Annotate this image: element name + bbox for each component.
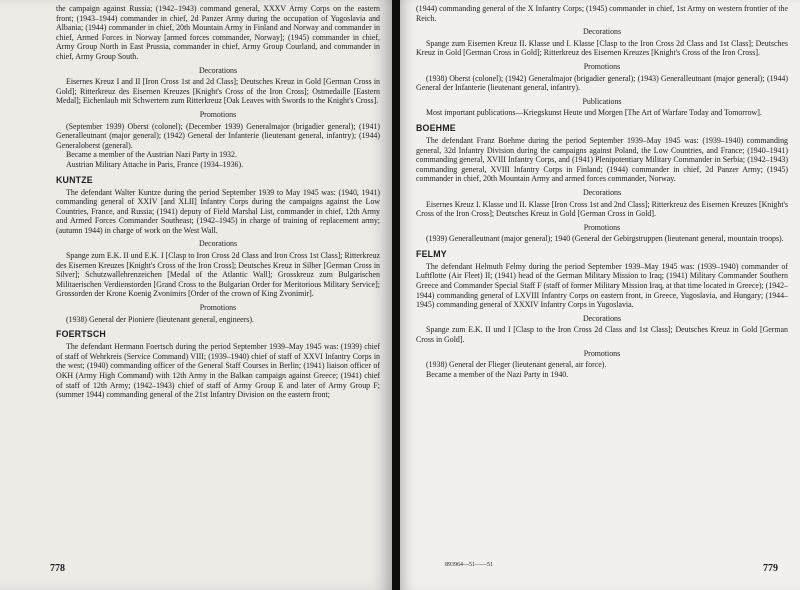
section-heading-decorations: Decorations [198,65,238,75]
text-paragraph: The defendant Walter Kuntze during the period September 1939 to May 1945 was: (1940, 1941) commanding general of XXIV [and XLII] Infantry Corps during the campaigns against the Low Countries, France, and Russia; (1941) deputy of Field Marshal List, commander in chief, 12th Army and Armed Forces Commander Southeast; (1942–1945) in charge of training of replacement army; (autumn 1944) in charge of work on the West Wall. [56,187,380,235]
text-paragraph: Most important publications—Kriegskunst Heute und Morgen [The Art of Warfare Today and Tomorrow]. [426,108,762,118]
text-paragraph: The defendant Franz Boehme during the period September 1939–May 1945 was: (1939–1940) commanding general, 32d Infantry Division during the campaigns against Poland, the Low Countries, and France; (1940–1941) commanding general, XVIII Infantry Corps, and (1941) Plenipotentiary Military Commander in Serbia; (1942–1943) commanding general, XVIII Infantry Corps in Finland; (1944) commander in chief, 2d Panzer Army; (1945) commander in chief, 20th Mountain Army and armed forces commander, Norway. [416,135,788,184]
printer-signature: 893964—51——51 [445,562,493,568]
text-paragraph: The defendant Helmuth Felmy during the period September 1939–May 1945 was: (1939–1940) commander of Luftflotte (Air Fleet) II; (1941) head of the German Military Mission to Iraq; (1941) Military Commander Southern Greece and Commander Special Staff F (staff of former Military Mission Iraq, at that time located in Greece); (1942–1944) commanding general of LXVIII Infantry Corps on eastern front, in Greece, Yugoslavia, and Hungary; (1944–1945) commanding general of XXXIV Infantry Corps in Yugoslavia. [416,261,788,310]
text-paragraph: Austrian Military Attache in Paris, France (1934–1936). [66,159,244,169]
section-heading-publications: Publications [582,96,622,106]
text-paragraph: Spange zum E.K. II und E.K. I [Clasp to Iron Cross 2d Class and Iron Cross 1st Class]; Ritterkreuz des Eisernen Kreuzes [Knight's Cross of the Iron Cross]; Deutsches Kreuz in Silber [German Cross in Silver]; Schutzwallehrenzeichen [Medal of the Atlantic Wall]; Grosskreuz zum Bulgarischen Militaerischen Verdienstorden [Grand Cross to the Bulgarian Order for Meritorious Military Service]; Grossorden der Krone Koenig Zvonimirs [Order of the crown of King Zvonimir]. [56,251,380,299]
section-heading-promotions: Promotions [583,222,621,232]
text-paragraph: (1938) General der Pioniere (lieutenant general, engineers). [66,314,254,324]
text-paragraph: Eisernes Kreuz I and II [Iron Cross 1st and 2d Class]; Deutsches Kreuz in Gold [German Cross in Gold]; Ritterkreuz des Eisernen Kreuzes [Knight's Cross of the Iron Cross]; Ostmedaille [Eastern Medal]; Eichenlaub mit Schwertern zum Ritterkreuz [Oak Leaves with Swords to the Knight's Cross]. [56,77,380,106]
text-paragraph: (1938) General der Flieger (lieutenant general, air force). [426,360,607,370]
text-paragraph: (1939) Generalleutnant (major general); 1940 (General der Gebirgstruppen (lieutenant general, mountain troops). [426,234,784,244]
text-paragraph: Eisernes Kreuz I. Klasse und II. Klasse [Iron Cross 1st and 2nd Class]; Ritterkreuz des Eisernen Kreuzes [Knight's Cross of the Iron Cross]; Deutsches Kreuz in Gold [German Cross in Gold]. [416,199,788,219]
section-heading-decorations: Decorations [582,187,622,197]
section-heading-decorations: Decorations [198,239,238,249]
section-heading-decorations: Decorations [582,313,622,323]
text-paragraph: (1944) commanding general of the X Infantry Corps; (1945) commander in chief, 1st Army on western frontier of the Reich. [416,4,788,23]
defendant-name-boehme: BOEHME [416,122,456,133]
text-paragraph: Spange zum E.K. II und I [Clasp to the Iron Cross 2d Class and 1st Class]; Deutsches Kreuz in Gold [German Cross in Gold]. [416,325,788,345]
section-heading-promotions: Promotions [583,348,621,358]
text-paragraph: the campaign against Russia; (1942–1943) command general, XXXV Army Corps on the eastern front; (1943–1944) commander in chief, 2d Panzer Army during the occupation of Yugoslavia and Albania; (1944) commander in chief, 20th Mountain Army in Finland and Norway and commander in chief, Armed Forces in Norway [armed forces commander, Norway]; (1945) commander in chief, Army Group North in East Prussia, commander in chief, Army Group Courland, and commander in chief, Army Group South. [56,4,380,61]
text-paragraph: (September 1939) Oberst (colonel); (December 1939) Generalmajor (brigadier general); (1941) Generalleutnant (major general); (1942) General der Infanterie (lieutenant general, infantry); (1944) Generaloberst (general). [56,121,380,150]
text-paragraph: Became a member of the Austrian Nazi Party in 1932. [66,150,237,160]
left-page [0,0,392,590]
defendant-name-felmy: FELMY [416,248,447,259]
text-paragraph: Spange zum Eisernen Kreuz II. Klasse und I. Klasse [Clasp to the Iron Cross 2d Class and 1st Class]; Deutsches Kreuz in Gold [German Cross in Gold]; Ritterkreuz des Eisernen Kreuzes [Knight's Cross of the Iron Cross]. [416,38,788,58]
defendant-name-foertsch: FOERTSCH [56,329,106,340]
section-heading-promotions: Promotions [199,109,237,119]
section-heading-decorations: Decorations [582,27,622,37]
text-paragraph: Became a member of the Nazi Party in 1940. [426,369,569,379]
section-heading-promotions: Promotions [583,61,621,71]
page-number: 779 [763,563,778,574]
right-page [400,0,800,590]
defendant-name-kuntze: KUNTZE [56,174,93,185]
page-number: 778 [50,563,65,574]
section-heading-promotions: Promotions [199,303,237,313]
book-gutter [392,0,400,590]
text-paragraph: The defendant Hermann Foertsch during the period September 1939–May 1945 was: (1939) chief of staff of Wehrkreis (Service Command) VIII; (1939–1940) chief of staff of XXVI Infantry Corps in the west; (1940) commanding officer of the General Staff Courses in Berlin; (1941) liaison officer of OKH (Army High Command) with 12th Army in the Balkan campaign against Greece; (1941) chief of staff of 12th Army; (1942–1943) chief of staff of Army Group E and later of Army Group F; (summer 1944) commanding general of the 21st Infantry Division on the eastern front; [56,342,380,400]
text-paragraph: (1938) Oberst (colonel); (1942) Generalmajor (brigadier general); (1943) Generalleutnant (major general); (1944) General der Infanterie (lieutenant general, infantry). [416,73,788,93]
